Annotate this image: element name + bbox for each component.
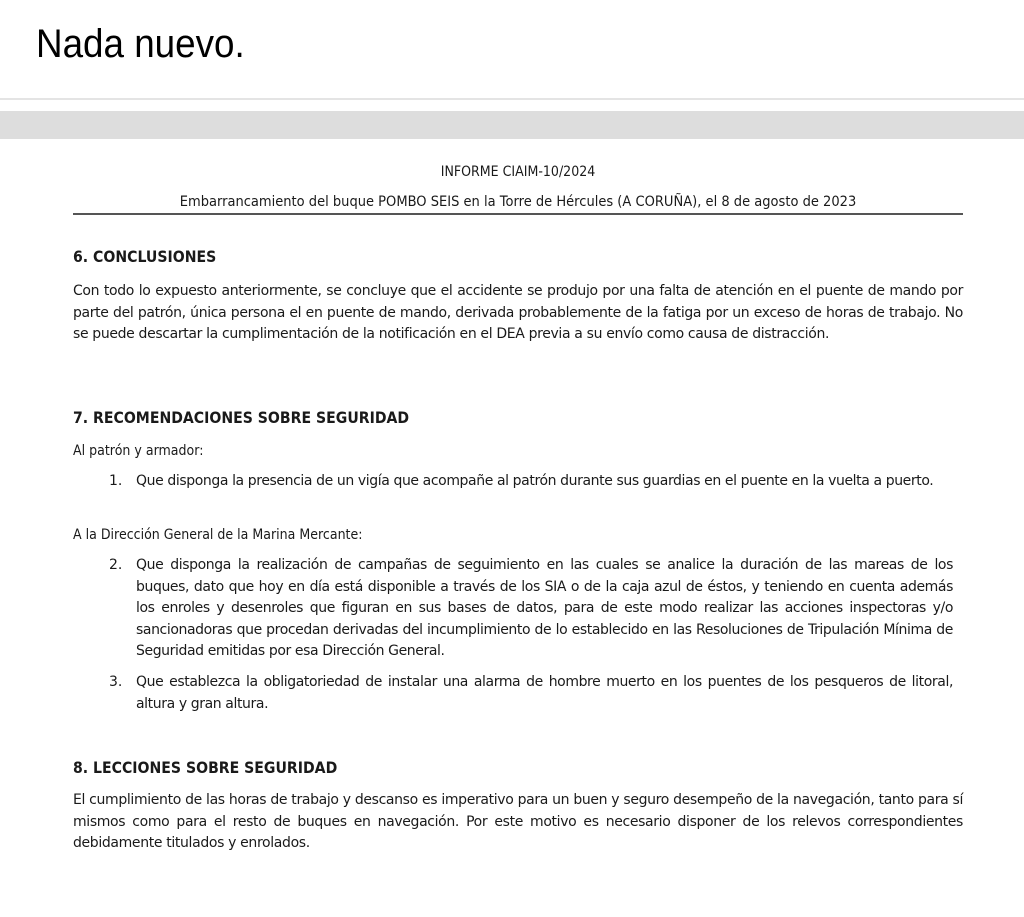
item-number: 2. [109,557,123,573]
post-text: Nada nuevo. [36,22,245,66]
divider [0,98,1024,100]
group-label-patron: Al patrón y armador: [73,443,204,459]
item-text: Que disponga la realización de campañas de seguimiento en las cuales se analice la duración de las mareas de los buques, dato que hoy en día está disponible a través de los SIA o de la caja azul de éstos, y teniendo en cuenta además los enroles y desenroles que figuran en sus bases de datos, para de este modo realizar las acciones inspectoras y/o sancionadoras que procedan derivadas del incumplimiento de lo establecido en las Resoluciones de Tripulación Mínima de Seguridad emitidas por esa Dirección General. [136,557,953,659]
item-number: 3. [109,674,123,690]
section-heading-recomendaciones: 7. RECOMENDACIONES SOBRE SEGURIDAD [73,408,410,427]
item-text: Que establezca la obligatoriedad de instalar una alarma de hombre muerto en los puentes de los pesqueros de litoral, altura y gran altura. [136,674,953,712]
group-label-dgmm: A la Dirección General de la Marina Mercante: [73,527,363,543]
header-rule [73,213,963,215]
image-top-band [0,111,1024,139]
item-text: Que disponga la presencia de un vigía que acompañe al patrón durante sus guardias en el puente en la vuelta a puerto. [136,473,934,489]
conclusiones-paragraph: Con todo lo expuesto anteriormente, se concluye que el accidente se produjo por una falta de atención en el puente de mando por parte del patrón, única persona el en puente de mando, derivada probablemente de la fatiga por un exceso de horas de trabajo. No se puede descartar la cumplimentación de la notificación en el DEA previa a su envío como causa de distracción. [73,283,963,342]
report-subtitle: Embarrancamiento del buque POMBO SEIS en la Torre de Hércules (A CORUÑA), el 8 de agosto de 2023 [179,194,857,210]
report-title: INFORME CIAIM-10/2024 [440,164,596,180]
item-number: 1. [109,473,123,489]
section-heading-lecciones: 8. LECCIONES SOBRE SEGURIDAD [73,758,338,777]
section-heading-conclusiones: 6. CONCLUSIONES [73,247,217,266]
lecciones-paragraph: El cumplimiento de las horas de trabajo y descanso es imperativo para un buen y seguro desempeño de la navegación, tanto para sí mismos como para el resto de buques en navegación. Por este motivo es necesario disponer de los relevos correspondientes debidamente titulados y enrolados. [73,792,963,851]
